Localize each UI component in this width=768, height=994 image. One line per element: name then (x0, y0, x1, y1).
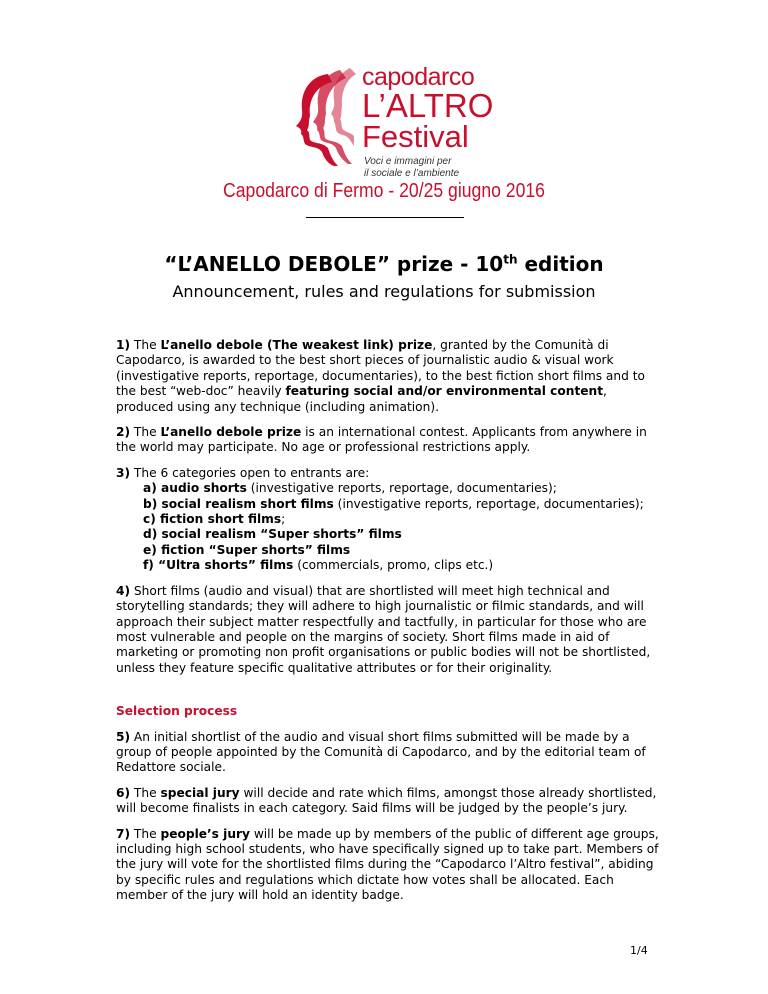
paragraph-number: 3) (116, 465, 131, 480)
category-label: d) social realism “Super shorts” films (143, 527, 402, 542)
text: will decide and rate which films, amongst those already shortlisted, will become finalists in each category. Said films will be judged by the people’s jury. (116, 785, 657, 816)
logo-tagline-1: Voci e immagini per (364, 156, 452, 167)
bold-text: special jury (160, 785, 240, 800)
text: , granted by the Comunità di Capodarco, is awarded to the best short pieces of journalistic audio & visual work (investigative reports, reportage, documentaries), to the best fiction short films and to the best “web-doc” heavily (116, 338, 645, 399)
page-number: 1/4 (630, 944, 648, 957)
paragraph-number: 7) (116, 826, 131, 841)
logo-line-festival: Festival (362, 119, 469, 154)
profile-faces-icon (288, 66, 358, 166)
category-label: f) “Ultra shorts” films (143, 558, 294, 573)
festival-logo (288, 60, 518, 180)
text: The (130, 338, 161, 352)
category-label: a) audio shorts (143, 481, 247, 496)
category-detail: (investigative reports, reportage, documentaries); (333, 496, 644, 511)
category-detail: (commercials, promo, clips etc.) (293, 558, 494, 573)
text: will be made up by members of the public of different age groups, including high school students, who have specifically signed up to take part. Members of the jury will vote for the shortlisted films during the “Capodarco l’Altro festival”, abiding by specific rules and regulations which dictate how votes shall be allocated. Each member of the jury will hold an identity badge. (116, 826, 659, 903)
text: The 6 categories open to entrants are: (130, 465, 370, 480)
category-item (116, 558, 664, 573)
paragraph-5 (116, 730, 664, 776)
category-detail: (investigative reports, reportage, documentaries); (246, 481, 557, 496)
text: The (130, 425, 161, 440)
category-item (116, 481, 664, 496)
text: An initial shortlist of the audio and visual short films submitted will be made by a group of people appointed by the Comunità di Capodarco, and by the editorial team of Redattore sociale. (116, 729, 646, 775)
header-divider (306, 217, 464, 218)
bold-text: L’anello debole prize (160, 425, 302, 440)
paragraph-number: 1) (116, 338, 131, 352)
title-superscript: th (503, 252, 518, 267)
logo-wordmark (362, 64, 493, 152)
text: is an international contest. Applicants from anywhere in the world may participate. No age or professional restrictions apply. (116, 425, 647, 455)
paragraph-2 (116, 425, 664, 456)
paragraph-1 (116, 338, 664, 415)
paragraph-7 (116, 827, 664, 904)
category-detail: ; (281, 512, 286, 527)
category-label: c) fiction short films (143, 512, 282, 527)
paragraph-number: 5) (116, 729, 131, 744)
logo-line-laltro: L’ALTRO (362, 87, 494, 124)
paragraph-4 (116, 584, 664, 676)
text: , produced using any technique (including animation). (116, 384, 607, 414)
category-item (116, 497, 664, 512)
logo-tagline (364, 156, 459, 180)
title-tail: edition (517, 252, 604, 276)
logo-line-capodarco: capodarco (362, 63, 475, 91)
paragraph-6 (116, 786, 664, 817)
text: The (130, 785, 161, 800)
title-main: “L’ANELLO DEBOLE” prize - 10 (164, 252, 504, 276)
document-title (0, 252, 768, 276)
category-label: b) social realism short films (143, 496, 334, 511)
document-subtitle: Announcement, rules and regulations for submission (172, 282, 596, 301)
bold-text: people’s jury (160, 826, 250, 841)
category-label: e) fiction “Super shorts” films (143, 542, 351, 557)
text: The (130, 826, 161, 841)
category-item (116, 512, 664, 527)
category-item (116, 543, 664, 558)
category-item (116, 527, 664, 542)
section-heading-selection-process: Selection process (116, 704, 238, 719)
text: Short films (audio and visual) that are shortlisted will meet high technical and storytelling standards; they will adhere to high journalistic or filmic standards, and will approach their subject matter respectfully and tactfully, in particular for those who are most vulnerable and people on the margins of society. Short films made in aid of marketing or promoting non profit organisations or public bodies will not be shortlisted, unless they feature specific qualitative attributes or for their originality. (116, 583, 651, 675)
paragraph-number: 4) (116, 583, 131, 598)
document-body (116, 338, 664, 914)
logo-tagline-2: il sociale e l’ambiente (364, 168, 460, 179)
bold-text: featuring social and/or environmental content (285, 384, 604, 399)
paragraph-3 (116, 466, 664, 481)
bold-text: L’anello debole (The weakest link) prize (160, 338, 433, 352)
event-date-location: Capodarco di Fermo - 20/25 giugno 2016 (223, 180, 545, 202)
paragraph-number: 6) (116, 785, 131, 800)
paragraph-number: 2) (116, 425, 131, 440)
